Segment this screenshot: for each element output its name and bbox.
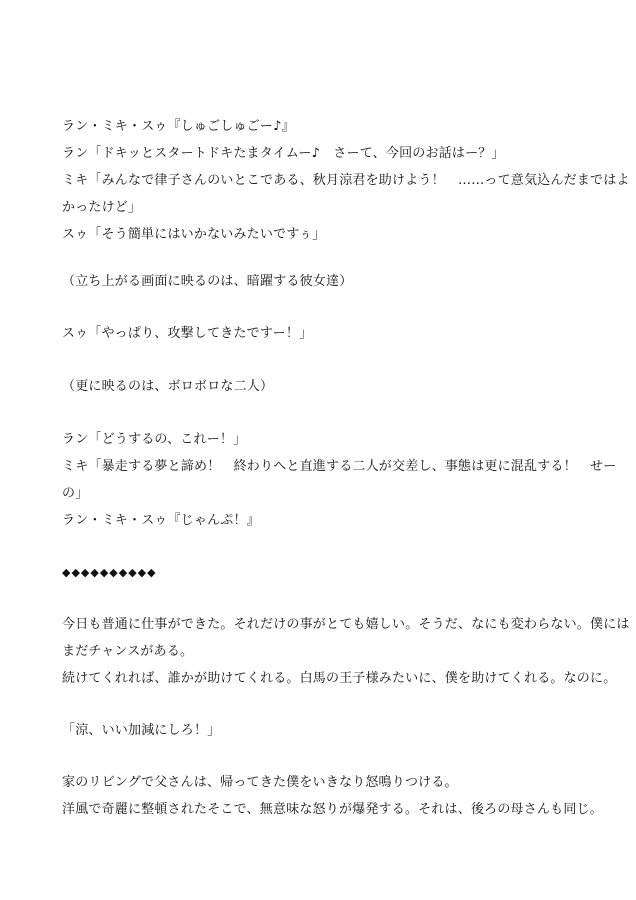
text-line: （更に映るのは、ボロボロな二人）	[62, 379, 274, 394]
text-line: スゥ「そう簡単にはいかないみたいですぅ」	[62, 227, 326, 242]
text-line: 家のリビングで父さんは、帰ってきた僕をいきなり怒鳴りつける。	[62, 775, 458, 790]
text-line: 続けてくれれば、誰かが助けてくれる。白馬の王子様みたいに、僕を助けてくれる。なのに。	[62, 671, 617, 686]
text-line: かったけど」	[62, 200, 142, 215]
text-line: の」	[62, 486, 89, 501]
text-line: ラン・ミキ・スゥ『しゅごしゅごー♪』	[62, 119, 295, 134]
text-line: ラン「どうするの、これー！」	[62, 432, 247, 447]
text-line: ミキ「みんなで律子さんのいとこである、秋月涼君を助けよう！ ……って意気込んだまではよ	[62, 173, 630, 188]
section-divider: ◆◆◆◆◆◆◆◆◆◆	[62, 566, 157, 579]
text-line: スゥ「やっぱり、攻撃してきたですー！」	[62, 326, 313, 341]
text-line: 今日も普通に仕事ができた。それだけの事がとても嬉しい。そうだ、なにも変わらない。僕には	[62, 617, 630, 632]
text-line: （立ち上がる画面に映るのは、暗躍する彼女達）	[62, 274, 353, 289]
text-line: 洋風で奇麗に整頓されたそこで、無意味な怒りが爆発する。それは、後ろの母さんも同じ。	[62, 802, 603, 817]
text-line: まだチャンスがある。	[62, 644, 194, 659]
text-line: ラン「ドキッとスタートドキたまタイムー♪ さーて、今回のお話はー？」	[62, 146, 505, 161]
text-line: 「涼、いい加減にしろ！」	[62, 723, 221, 738]
text-line: ミキ「暴走する夢と諦め！ 終わりへと直進する二人が交差し、事態は更に混乱する！ せー	[62, 459, 617, 474]
text-line: ラン・ミキ・スゥ『じゃんぷ！』	[62, 513, 260, 528]
